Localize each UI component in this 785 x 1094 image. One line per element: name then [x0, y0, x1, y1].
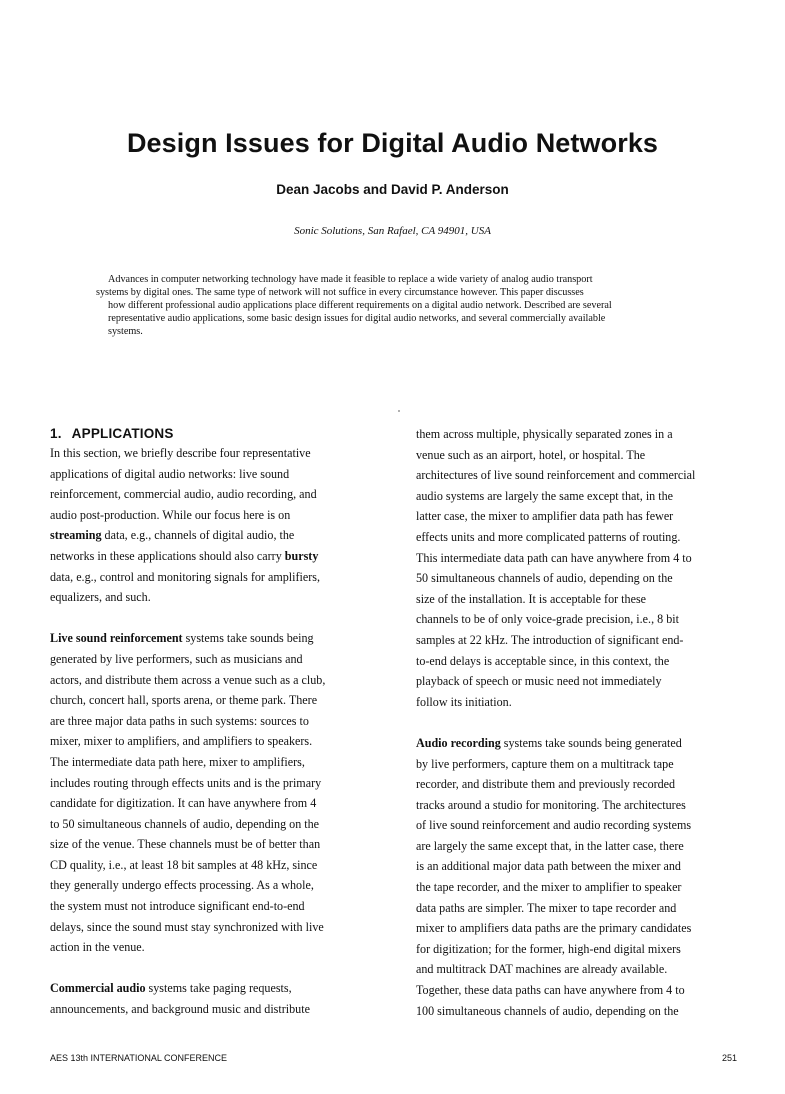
text-line	[416, 733, 746, 754]
abstract-line: systems by digital ones. The same type of network will not suffice in every circumstance however. This paper discusses	[96, 287, 584, 298]
text-line: are largely the same except that, in the latter case, there	[416, 838, 684, 853]
text-run: networks in these applications should also carry	[50, 548, 285, 563]
text-line: 100 simultaneous channels of audio, depending on the	[416, 1003, 679, 1018]
paragraph-commercial-audio	[50, 978, 380, 1019]
text-line	[50, 525, 380, 546]
text-line: the system must not introduce significant end-to-end	[50, 899, 305, 914]
bold-term: Live sound reinforcement	[50, 631, 183, 646]
scan-speck	[398, 410, 400, 412]
text-run: systems take paging requests,	[145, 981, 292, 996]
text-line: Together, these data paths can have anywhere from 4 to	[416, 983, 685, 998]
text-line: mixer, mixer to amplifiers, and amplifiers to speakers.	[50, 734, 313, 749]
section-number: 1.	[50, 426, 62, 441]
text-line: size of the venue. These channels must be of better than	[50, 837, 321, 852]
text-line: are three major data paths in such systems: sources to	[50, 713, 309, 728]
text-run: systems take sounds being generated	[500, 735, 682, 750]
section-heading	[50, 425, 380, 443]
text-run: data, e.g., channels of digital audio, the	[101, 528, 295, 543]
text-line: CD quality, i.e., at least 18 bit samples at 48 kHz, since	[50, 857, 318, 872]
text-line: them across multiple, physically separated zones in a	[416, 427, 673, 441]
text-line: equalizers, and such.	[50, 590, 151, 605]
text-line: generated by live performers, such as musicians and	[50, 651, 303, 666]
text-line: 50 simultaneous channels of audio, depending on the	[416, 571, 673, 586]
text-line: playback of speech or music need not immediately	[416, 674, 662, 689]
text-line: is an additional major data path between the mixer and	[416, 859, 681, 874]
text-line: includes routing through effects units and is the primary	[50, 775, 322, 790]
text-run: systems take sounds being	[182, 631, 314, 646]
text-line: to 50 simultaneous channels of audio, depending on the	[50, 816, 320, 831]
text-line	[50, 978, 380, 999]
text-line: recorder, and distribute them and previously recorded	[416, 777, 676, 792]
text-line: tracks around a studio for monitoring. The architectures	[416, 797, 686, 812]
text-line	[50, 628, 380, 649]
bold-term: bursty	[284, 548, 319, 563]
text-line: for digitization; for the former, high-end digital mixers	[416, 941, 681, 956]
text-line: action in the venue.	[50, 940, 145, 955]
text-line: applications of digital audio networks: live sound	[50, 466, 290, 481]
paper-title: Design Issues for Digital Audio Networks	[126, 128, 659, 158]
bold-term: streaming	[50, 528, 102, 543]
text-line: audio post-production. While our focus here is on	[50, 507, 291, 522]
bold-term: Commercial audio	[50, 981, 146, 996]
paragraph-intro	[50, 443, 380, 608]
text-line: church, concert hall, sports arena, or theme park. There	[50, 693, 318, 708]
text-line: effects units and more complicated patterns of routing.	[416, 529, 681, 544]
text-line: the tape recorder, and the mixer to amplifier to speaker	[416, 880, 682, 895]
paragraph-audio-recording	[416, 733, 746, 1021]
text-line: This intermediate data path can have anywhere from 4 to	[416, 550, 692, 565]
text-line: data, e.g., control and monitoring signals for amplifiers,	[50, 569, 321, 584]
paragraph-live-sound	[50, 628, 380, 958]
abstract-text	[96, 273, 702, 338]
abstract-line: how different professional audio applications place different requirements on a digital audio network. Described are several	[108, 300, 612, 311]
text-line	[50, 546, 380, 567]
text-line: by live performers, capture them on a multitrack tape	[416, 756, 674, 771]
text-line: latter case, the mixer to amplifier data path has fewer	[416, 509, 674, 524]
text-line: announcements, and background music and distribute	[50, 1002, 310, 1017]
page-number: 251	[721, 1053, 737, 1063]
text-line: and multitrack DAT machines are already available.	[416, 962, 668, 977]
text-line: channels to be of only voice-grade precision, i.e., 8 bit	[416, 612, 679, 627]
text-line: they generally undergo effects processing. As a whole,	[50, 878, 314, 893]
section-title: APPLICATIONS	[71, 426, 174, 441]
paragraph-commercial-cont	[416, 424, 746, 712]
text-line: In this section, we briefly describe four representative	[50, 446, 311, 460]
text-line: data paths are simpler. The mixer to tape recorder and	[416, 900, 677, 915]
paper-affiliation: Sonic Solutions, San Rafael, CA 94901, USA	[294, 225, 491, 237]
footer-conference: AES 13th INTERNATIONAL CONFERENCE	[50, 1053, 228, 1063]
text-line: to-end delays is acceptable since, in this context, the	[416, 653, 670, 668]
left-column	[50, 425, 380, 1020]
text-line: audio systems are largely the same except that, in the	[416, 488, 674, 503]
bold-term: Audio recording	[416, 735, 501, 750]
abstract	[96, 273, 702, 338]
abstract-line: systems.	[108, 326, 143, 337]
text-line: follow its initiation.	[416, 694, 512, 709]
abstract-line: Advances in computer networking technology have made it feasible to replace a wide variety of analog audio transport	[108, 274, 593, 285]
text-line: of live sound reinforcement and audio recording systems	[416, 818, 692, 833]
text-line: venue such as an airport, hotel, or hospital. The	[416, 447, 646, 462]
text-line: candidate for digitization. It can have anywhere from 4	[50, 796, 317, 811]
text-line: mixer to amplifiers data paths are the primary candidates	[416, 921, 692, 936]
text-line: delays, since the sound must stay synchronized with live	[50, 919, 324, 934]
paper-authors: Dean Jacobs and David P. Anderson	[276, 182, 509, 197]
right-column	[416, 424, 746, 1021]
text-line: samples at 22 kHz. The introduction of significant end-	[416, 632, 684, 647]
text-line: reinforcement, commercial audio, audio recording, and	[50, 487, 317, 502]
text-line: The intermediate data path here, mixer to amplifiers,	[50, 754, 305, 769]
abstract-line: representative audio applications, some basic design issues for digital audio networks, and several commercially available	[108, 313, 606, 324]
text-line: actors, and distribute them across a venue such as a club,	[50, 672, 326, 687]
text-line: size of the installation. It is acceptable for these	[416, 591, 647, 606]
text-line: architectures of live sound reinforcement and commercial	[416, 468, 696, 483]
